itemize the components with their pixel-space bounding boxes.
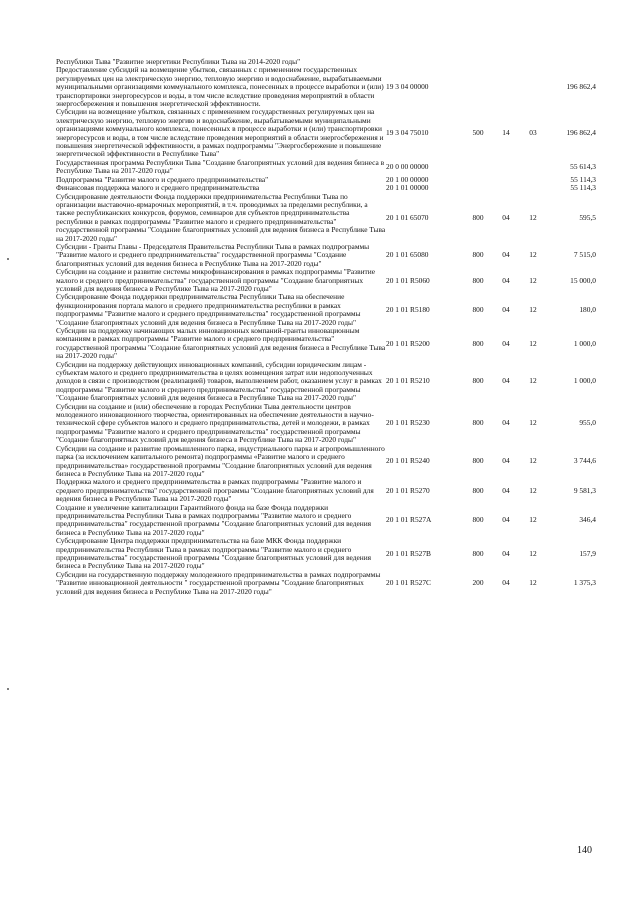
expense-type-code: 800	[472, 376, 484, 386]
row-description: Субсидии на возмещение убытков, связанных с применением государственных регулируемых цен на электрическую энергию, тепловую энергию и водоснабжение, вырабатываемыми муниципальными организациями коммунального комплекса, понесенных в процессе выработки и (или) транспортировки энергоресурсов и воды, в том числе вследствие проведения мероприятий в области энергосбережения и повышения энергетической эффективности, в рамках подпрограммы "Энергосбережение и повышение энергетической эффективности в Республике Тыва"	[56, 107, 384, 159]
section-code: 04	[502, 250, 510, 260]
target-article-code: 20 1 01 65070	[386, 212, 429, 222]
amount: 1 375,3	[573, 578, 596, 588]
subsection-code: 12	[529, 304, 537, 314]
table-row	[56, 243, 596, 268]
section-code: 04	[502, 376, 510, 386]
amount: 1 000,0	[573, 338, 596, 348]
expense-type-code	[464, 159, 492, 176]
target-article-code: 20 1 01 R5210	[386, 376, 430, 386]
table-row	[56, 108, 596, 158]
subsection-code	[520, 66, 546, 108]
amount: 196 862,4	[566, 82, 596, 92]
row-description: Субсидии на создание и (или) обеспечение в городах Республики Тыва деятельности центров молодежного инновационного творчества, ориентированных на обеспечение деятельности в научно-технической сфере субъектов малого и среднего предпринимательства, детей и молодежи, в рамках подпрограммы "Развитие малого и среднего предпринимательства" государственной программы "Создание благоприятных условий для ведения бизнеса в Республике Тыва на 2017-2020 годы"	[56, 401, 374, 445]
target-article-code: 20 0 00 00000	[386, 162, 429, 172]
section-code	[492, 159, 520, 176]
table-row	[56, 193, 596, 243]
section-code	[492, 184, 520, 192]
amount: 3 744,6	[573, 456, 596, 466]
section-code	[492, 58, 520, 66]
expense-type-code: 800	[472, 418, 484, 428]
amount: 15 000,0	[570, 275, 596, 285]
subsection-code: 12	[529, 250, 537, 260]
row-description: Субсидии на государственную поддержку молодежного предпринимательства в рамках подпрограммы "Развитие инновационной деятельности " государственной программы "Создание благоприятных условий для ведения бизнеса в Республике Тыва на 2017-2020 годы"	[56, 569, 381, 596]
row-description: Субсидии на создание и развитие системы микрофинансирования в рамках подпрограммы "Развитие малого и среднего предпринимательства" государственной программы "Создание благоприятных условий для ведения бизнеса в Республике Тыва на 2017-2020 годы"	[56, 267, 376, 293]
subsection-code: 12	[529, 578, 537, 588]
amount: 955,0	[579, 418, 596, 428]
section-code: 04	[502, 304, 510, 314]
expense-type-code	[464, 184, 492, 192]
expense-type-code: 800	[472, 212, 484, 222]
section-code: 04	[502, 275, 510, 285]
expense-type-code: 800	[472, 485, 484, 495]
subsection-code	[520, 58, 546, 66]
page-number: 140	[577, 845, 592, 856]
row-description: Подпрограмма "Развитие малого и среднего предпринимательства"	[56, 174, 269, 184]
target-article-code: 20 1 01 R5240	[386, 456, 430, 466]
amount: 595,5	[579, 212, 596, 222]
target-article-code: 19 3 04 00000	[386, 82, 429, 92]
section-code: 04	[502, 548, 510, 558]
target-article-code: 20 1 01 R527C	[386, 578, 431, 588]
row-description: Финансовая поддержка малого и среднего предпринимательства	[56, 183, 260, 193]
subsection-code: 12	[529, 212, 537, 222]
budget-table	[56, 58, 596, 596]
subsection-code: 12	[529, 548, 537, 558]
amount: 196 862,4	[566, 128, 596, 138]
section-code	[492, 176, 520, 184]
table-row	[56, 66, 596, 108]
amount: 55 614,3	[570, 162, 596, 172]
subsection-code	[520, 159, 546, 176]
expense-type-code	[464, 58, 492, 66]
row-description: Субсидии - Гранты Главы - Председателя Правительства Республики Тыва в рамках подпрограммы "Развитие малого и среднего предпринимательства" государственной программы "Создание благоприятных условий для ведения бизнеса в Республике Тыва на 2017-2020 годы"	[56, 241, 370, 268]
target-article-code: 20 1 00 00000	[386, 174, 429, 184]
section-code: 14	[502, 128, 510, 138]
table-row	[56, 537, 596, 571]
subsection-code	[520, 184, 546, 192]
section-code: 04	[502, 485, 510, 495]
target-article-code: 20 1 01 R527B	[386, 548, 431, 558]
expense-type-code: 800	[472, 548, 484, 558]
amount: 55 114,3	[570, 174, 596, 184]
section-code: 04	[502, 456, 510, 466]
expense-type-code: 800	[472, 275, 484, 285]
subsection-code: 12	[529, 418, 537, 428]
section-code: 04	[502, 418, 510, 428]
row-description: Предоставление субсидий на возмещение убытков, связанных с применением государственных регулируемых цен на электрическую энергию, тепловую энергию и водоснабжение, вырабатываемыми муниципальными организациями коммунального комплекса, понесенных в процессе выработки и (или) транспортировки энергоресурсов и воды, в том числе вследствие проведения мероприятий в области энергосбережения и повышения энергетической эффективности.	[56, 65, 384, 109]
expense-type-code	[464, 176, 492, 184]
target-article-code	[386, 58, 464, 66]
table-row	[56, 571, 596, 596]
scan-speck	[7, 688, 9, 690]
target-article-code: 20 1 01 00000	[386, 183, 429, 193]
amount: 9 581,3	[573, 485, 596, 495]
target-article-code: 20 1 01 R5180	[386, 304, 430, 314]
row-description: Создание и увеличение капитализации Гарантийного фонда на базе Фонда поддержки предпринимательства Республики Тыва в рамках подпрограммы "Развитие малого и среднего предпринимательства" государственной программы "Создание благоприятных условий для ведения бизнеса в Республике Тыва на 2017-2020 годы"	[56, 502, 372, 537]
expense-type-code: 500	[472, 128, 484, 138]
section-code: 04	[502, 578, 510, 588]
target-article-code: 20 1 01 R5270	[386, 485, 430, 495]
subsection-code: 12	[529, 275, 537, 285]
subsection-code: 12	[529, 515, 537, 525]
subsection-code: 12	[529, 456, 537, 466]
section-code: 04	[502, 515, 510, 525]
subsection-code	[520, 176, 546, 184]
scan-speck	[7, 258, 9, 260]
table-row	[56, 268, 596, 293]
row-description: Субсидирование Центра поддержки предпринимательства на базе МКК Фонда поддержки предпринимательства Республики Тыва в рамках подпрограммы "Развитие малого и среднего предпринимательства" государственной программы "Создание благоприятных условий для ведения бизнеса в Республике Тыва на 2017-2020 годы"	[56, 536, 372, 571]
budget-table-body	[56, 58, 596, 596]
subsection-code: 12	[529, 338, 537, 348]
table-row	[56, 159, 596, 176]
expense-type-code: 800	[472, 456, 484, 466]
section-code: 04	[502, 212, 510, 222]
row-description: Субсидии на создание и развитие промышленного парка, индустриального парка и агропромышленного парка (за исключением капитального ремонта) подпрограммы «Развитие малого и среднего предпринимательства» государственной программы "Создание благоприятных условий для ведения бизнеса в Республике Тыва на 2017-2020 годы"	[56, 443, 385, 478]
table-row	[56, 361, 596, 403]
section-code: 04	[502, 338, 510, 348]
table-row	[56, 504, 596, 538]
amount: 346,4	[579, 515, 596, 525]
amount	[546, 58, 596, 66]
target-article-code: 20 1 01 65080	[386, 250, 429, 260]
row-description: Поддержка малого и среднего предпринимательства в рамках подпрограммы "Развитие малого и среднего предпринимательства" государственной программы "Создание благоприятных условий для ведения бизнеса в Республике Тыва на 2017-2020 годы"	[56, 477, 374, 504]
row-description: Субсидии на поддержку действующих инновационных компаний, субсидии юридическим лицам - субъектам малого и среднего предпринимательства в целях возмещения затрат или недополученных доходов в связи с производством (реализацией) товаров, выполнением работ, оказанием услуг в рамках подпрограммы "Развитие малого и среднего предпринимательства" государственной программы "Создание благоприятных условий для ведения бизнеса в Республике Тыва на 2017-2020 годы"	[56, 359, 382, 403]
subsection-code: 12	[529, 376, 537, 386]
amount: 157,9	[579, 548, 596, 558]
expense-type-code: 800	[472, 338, 484, 348]
subsection-code: 12	[529, 485, 537, 495]
section-code	[492, 66, 520, 108]
table-row	[56, 478, 596, 503]
target-article-code: 20 1 01 R5200	[386, 338, 430, 348]
row-description: Субсидирование Фонда поддержки предпринимательства Республики Тыва на обеспечение функционирования портала малого и среднего предпринимательства республики в рамках подпрограммы "Развитие малого и среднего предпринимательства" государственной программы "Создание благоприятных условий для ведения бизнеса в Республике Тыва на 2017-2020 годы"	[56, 292, 361, 327]
table-row	[56, 293, 596, 327]
expense-type-code: 200	[472, 578, 484, 588]
table-row	[56, 445, 596, 479]
row-description: Республики Тыва "Развитие энергетики Республики Тыва на 2014-2020 годы"	[56, 57, 301, 66]
target-article-code: 19 3 04 75010	[386, 128, 429, 138]
target-article-code: 20 1 01 R5060	[386, 275, 430, 285]
expense-type-code: 800	[472, 250, 484, 260]
table-row	[56, 327, 596, 361]
target-article-code: 20 1 01 R527A	[386, 515, 432, 525]
amount: 7 515,0	[573, 250, 596, 260]
row-description: Субсидирование деятельности Фонда поддержки предпринимательства Республики Тыва по организации выставочно-ярмарочных мероприятий, в т.ч. проводимых за пределами республики, а также республиканских конкурсов, форумов, семинаров для субъектов предпринимательства республики в рамках подпрограммы "Развитие малого и среднего предпринимательства" государственной программы "Создание благоприятных условий для ведения бизнеса в Республике Тыва на 2017-2020 годы"	[56, 191, 386, 243]
target-article-code: 20 1 01 R5230	[386, 418, 430, 428]
amount: 180,0	[579, 304, 596, 314]
expense-type-code: 800	[472, 515, 484, 525]
row-description: Государственная программа Республики Тыва "Создание благоприятных условий для ведения бизнеса в Республике Тыва на 2017-2020 годы"	[56, 157, 385, 176]
amount: 55 114,3	[570, 183, 596, 193]
expense-type-code	[464, 66, 492, 108]
row-description: Субсидии на поддержку начинающих малых инновационных компаний-гранты инновационным компаниям в рамках подпрограммы "Развитие малого и среднего предпринимательства" государственной программы "Создание благоприятных условий для ведения бизнеса в Республике Тыва на 2017-2020 годы"	[56, 326, 386, 361]
subsection-code: 03	[529, 128, 537, 138]
expense-type-code: 800	[472, 304, 484, 314]
table-row	[56, 403, 596, 445]
amount: 1 000,0	[573, 376, 596, 386]
